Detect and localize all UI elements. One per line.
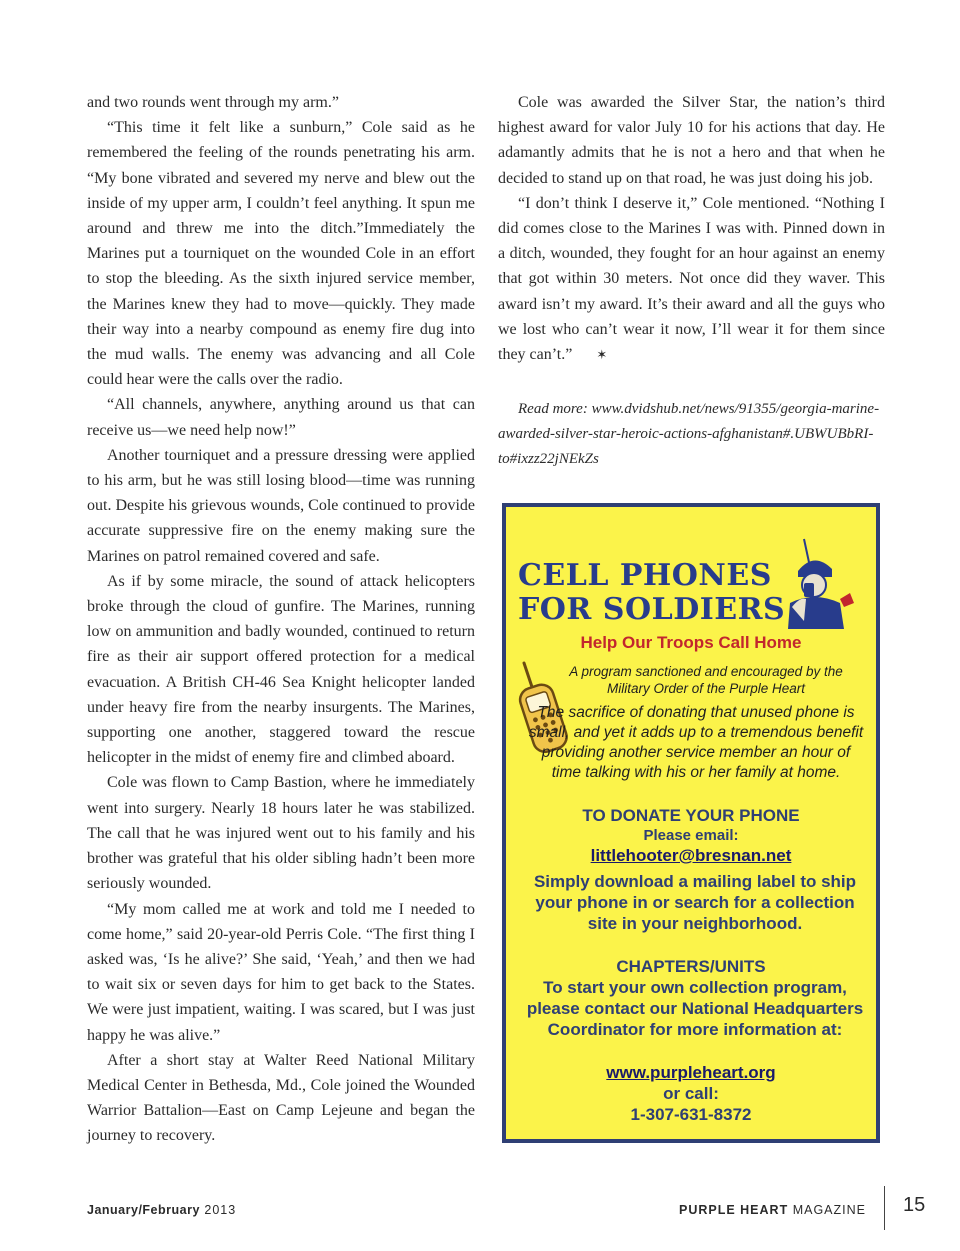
ad-email-link[interactable]: littlehooter@bresnan.net xyxy=(590,846,792,865)
paragraph: As if by some miracle, the sound of attack helicopters broke through the cloud of gunfire. The Marines, running low on ammunition and badly wounded, continued to return fire as their air support offered protection for a medical evacuation. A British CH-46 Sea Knight helicopter landed under heavy fire from the nearby insurgents. The Marines, supporting one another, staggered toward the rescue helicopter in the midst of enemy fire and climbed aboard. xyxy=(87,572,475,767)
paragraph xyxy=(498,191,885,367)
end-of-article-icon: ✶ xyxy=(596,347,608,363)
ad-please-email: Please email: xyxy=(643,827,739,844)
article-left-column xyxy=(87,90,475,1149)
footer-magazine-rest: MAGAZINE xyxy=(792,1203,866,1217)
ad-chapters-heading: CHAPTERS/UNITS xyxy=(616,957,766,976)
paragraph: “This time it felt like a sunburn,” Cole said as he remembered the feeling of the rounds penetrating his arm. “My bone vibrated and severed my nerve and blew out the inside of my upper arm, I couldn’t feel anything. It spun me around and threw me into the ditch.”Immediately the Marines put a tourniquet on the wounded Cole in an effort to stop the bleeding. As the sixth injured service member, the Marines knew they had to move—quickly. They made their way into a nearby compound as enemy fire dug into the mud walls. The enemy was advancing and all Cole could hear were the calls over the radio. xyxy=(87,119,475,389)
paragraph: “My mom called me at work and told me I needed to come home,” said 20-year-old Perris Cole. “The first thing I asked was, ‘Is he alive?’ She said, ‘Yeah,’ and then we had to wait six or seven days for him to get back to the States. We were just impatient, waiting. I was scared, but I was just happy he was alive.” xyxy=(87,900,475,1044)
read-more-link[interactable]: Read more: www.dvidshub.net/news/91355/georgia-marine-awarded-silver-star-heroic-actions-afghanistan#.UBWUBbRI-to#ixzz22jNEkZs xyxy=(498,401,880,468)
ad-donate-heading: TO DONATE YOUR PHONE xyxy=(582,806,800,825)
ad-phone-number: 1-307-631-8372 xyxy=(630,1105,752,1124)
paragraph: Cole was awarded the Silver Star, the nation’s third highest award for valor July 10 for his actions that day. He adamantly admits that he is not a hero and that when he decided to stand up on that road, he was just doing his job. xyxy=(498,94,885,187)
soldier-on-phone-icon xyxy=(770,537,858,629)
paragraph: After a short stay at Walter Reed National Military Medical Center in Bethesda, Md., Cole joined the Wounded Warrior Battalion—East on Camp Lejeune and began the journey to recovery. xyxy=(87,1051,475,1145)
ad-subtitle: Help Our Troops Call Home xyxy=(580,633,802,652)
footer-magazine-name xyxy=(679,1203,866,1217)
ad-or-call: or call: xyxy=(663,1084,719,1103)
ad-instructions: Simply download a mailing label to ship your phone in or search for a collection site in your neighborhood. xyxy=(533,872,857,933)
ad-chapters-text: To start your own collection program, please contact our National Headquarters Coordinator for more information at: xyxy=(526,978,864,1039)
paragraph-text: “I don’t think I deserve it,” Cole mentioned. “Nothing I did comes close to the Marines I was with. Pinned down in a ditch, wounded, they fought for an hour against an enemy that got within 30 meters. Not once did they waver. This award isn’t my award. It’s their award and all the guys who we lost who can’t wear it now, I’ll wear it for them since they can’t.” xyxy=(498,194,885,364)
paragraph: “All channels, anywhere, anything around us that can receive us—we need help now!” xyxy=(87,396,475,439)
paragraph: Another tourniquet and a pressure dressing were applied to his arm, but he was still losing blood—time was running out. Despite his grievous wounds, Cole continued to provide accurate suppressive fire on the enemy making sure the Marines on patrol remained covered and safe. xyxy=(87,446,475,565)
cell-phones-for-soldiers-ad xyxy=(502,503,880,1143)
footer-year: 2013 xyxy=(204,1203,237,1217)
footer-month: January/February xyxy=(87,1203,200,1217)
article-right-column xyxy=(498,90,885,472)
ad-title xyxy=(518,559,788,627)
ad-sacrifice-text: The sacrifice of donating that unused phone is small, and yet it adds up to a tremendous benefit providing another service member an hour of time talking with his or her family at home. xyxy=(528,704,864,781)
footer-divider xyxy=(884,1186,885,1230)
page-number: 15 xyxy=(903,1194,926,1216)
paragraph: and two rounds went through my arm.” xyxy=(87,94,339,111)
paragraph: Cole was flown to Camp Bastion, where he immediately went into surgery. Nearly 18 hours later he was stabilized. The call that he was injured went out to his family and his brother was grateful that his older sibling hadn’t been more seriously wounded. xyxy=(87,774,475,893)
ad-title-line: FOR SOLDIERS xyxy=(518,592,786,627)
footer-magazine-bold: PURPLE HEART xyxy=(678,1203,789,1217)
footer-issue-date xyxy=(87,1203,236,1217)
ad-title-line: CELL PHONES xyxy=(518,558,772,593)
ad-sanction-text: A program sanctioned and encouraged by the Military Order of the Purple Heart xyxy=(569,664,843,696)
ad-website-link[interactable]: www.purpleheart.org xyxy=(606,1063,776,1082)
